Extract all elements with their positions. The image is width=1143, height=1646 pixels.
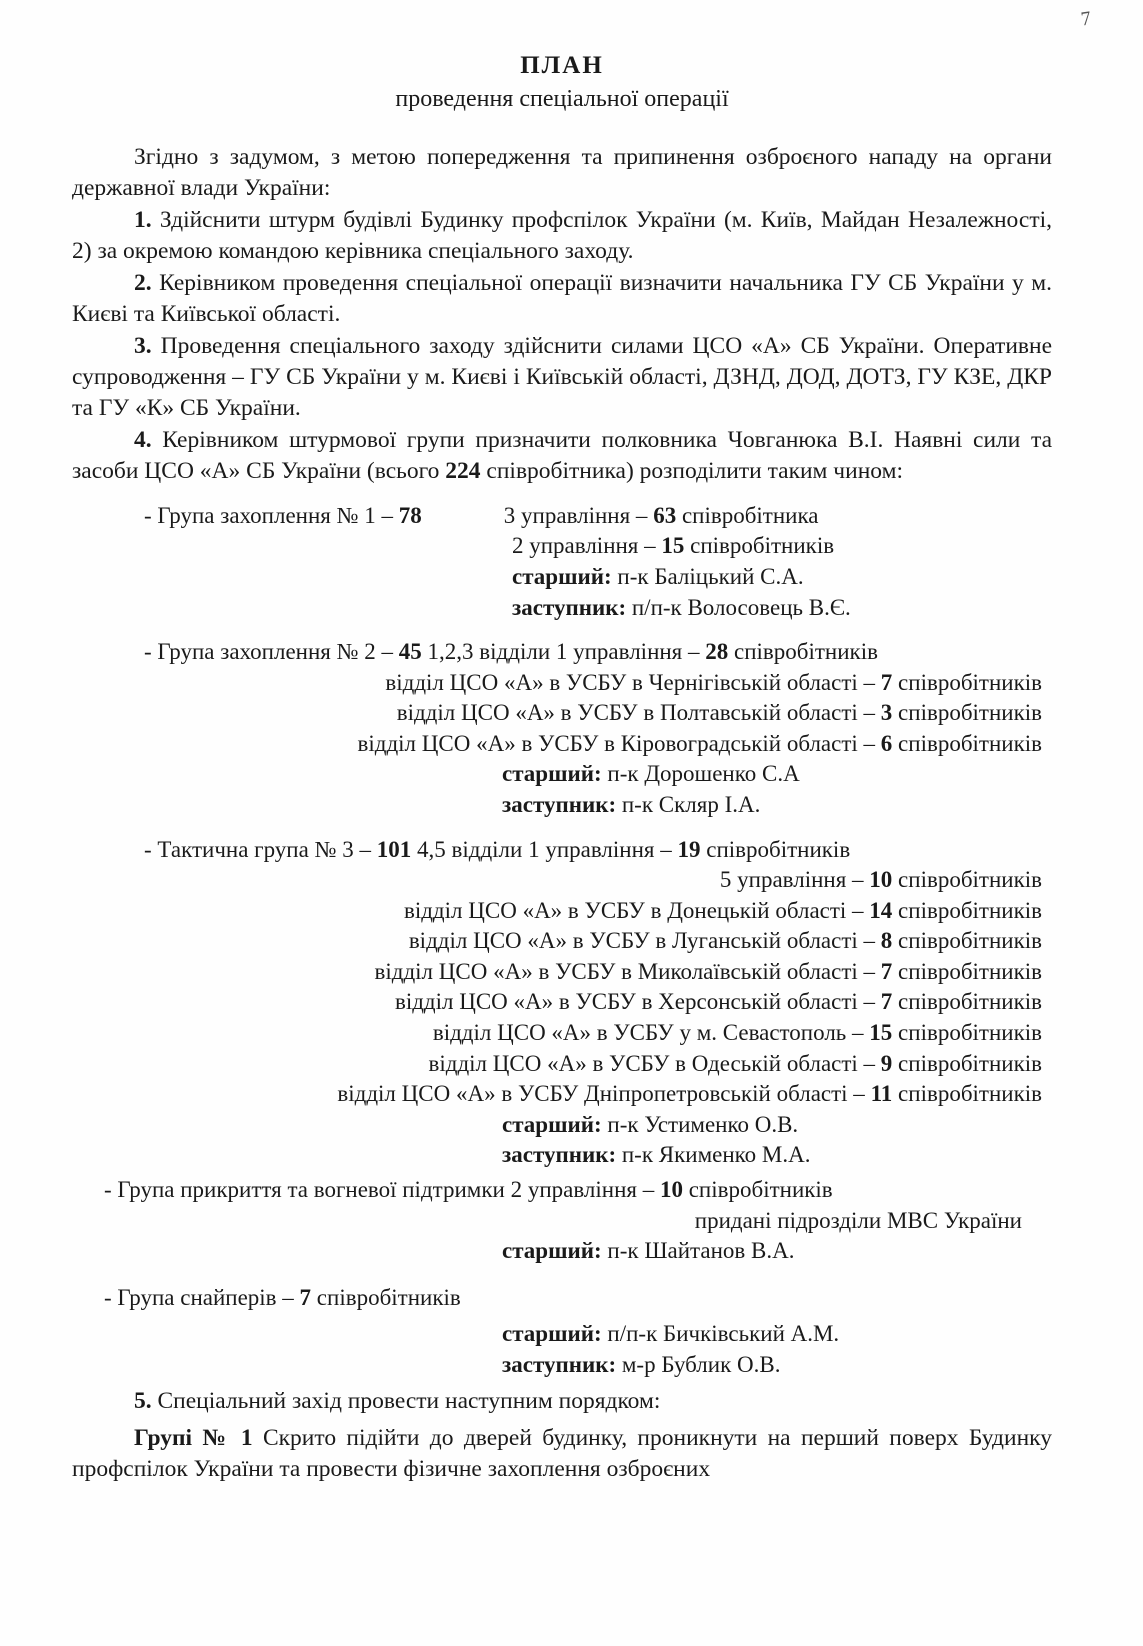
group-1-line-1	[72, 531, 1052, 562]
group-4-tail-pre: 2 управління –	[504, 1176, 660, 1202]
group-2-tail-post: співробітників	[728, 639, 878, 665]
group-4-title: Група прикриття та вогневої підтримки	[111, 1176, 505, 1202]
page-number: 7	[1079, 7, 1093, 31]
group-3-line-4-post: співробітників	[892, 989, 1042, 1015]
group-1-dash: -	[144, 502, 152, 528]
group-5-header	[72, 1283, 1052, 1314]
group-1-chief-value: п-к Баліцький С.А.	[611, 563, 804, 589]
group-3-line-2-pre: відділ ЦСО «А» в УСБУ в Луганській області –	[408, 928, 881, 954]
group-2-chief-value: п-к Дорошенко С.А	[601, 761, 800, 787]
group-3-line-7	[72, 1079, 1052, 1110]
group-2-line-0	[72, 668, 1052, 699]
page-subtitle: проведення спеціальної операції	[395, 86, 729, 113]
page-title: ПЛАН	[520, 52, 604, 79]
group-2-block	[72, 637, 1052, 820]
group-3-line-2-num: 8	[880, 928, 893, 954]
group-1-deputy-value: п/п-к Волосовець В.Є.	[626, 594, 851, 620]
group-2-tail-num: 28	[705, 639, 729, 665]
group-3-chief-label: старший:	[502, 1111, 602, 1137]
group-5-deputy-value: м-р Бублик О.В.	[616, 1351, 781, 1377]
group-2-line-0-num: 7	[880, 669, 893, 695]
group-3-chief	[72, 1110, 1052, 1141]
item-4-text-b: співробітника) розподілити таким чином:	[480, 457, 903, 484]
group-3-line-3-num: 7	[880, 958, 893, 984]
group-2-line-2-num: 6	[880, 730, 893, 756]
item-2-paragraph	[72, 268, 1052, 330]
group-3-line-1-pre: відділ ЦСО «А» в УСБУ в Донецькій області –	[403, 897, 870, 923]
group-1-line-0-pre: 3 управління –	[503, 502, 654, 528]
group-4-block	[72, 1175, 1052, 1267]
document-title-block	[72, 50, 1052, 116]
group-3-deputy-value: п-к Якименко М.А.	[616, 1142, 811, 1168]
group-2-line-1-num: 3	[880, 700, 893, 726]
group-1-block	[72, 501, 1052, 623]
group-3-line-1	[72, 896, 1052, 927]
group-4-dash: -	[104, 1176, 112, 1202]
group-3-count: 101	[376, 836, 412, 862]
group-3-deputy-label: заступник:	[502, 1142, 617, 1168]
group-1-chief	[72, 562, 1052, 593]
group-3-block	[72, 835, 1052, 1171]
group-1-header	[72, 501, 1052, 532]
group-2-tail-pre: 1,2,3 відділи 1 управління –	[421, 639, 706, 665]
group-3-chief-value: п-к Устименко О.В.	[601, 1111, 799, 1137]
group-3-line-2	[72, 926, 1052, 957]
item-3-number: 3.	[134, 332, 152, 359]
document-content	[72, 50, 1052, 1485]
group-3-dash: -	[144, 836, 152, 862]
intro-paragraph: Згідно з задумом, з метою попередження та припинення озброєного нападу на органи державної влади України:	[72, 143, 1052, 201]
group-2-line-1-post: співробітників	[892, 700, 1042, 726]
group-4-chief	[72, 1236, 1052, 1267]
group-3-deputy	[72, 1140, 1052, 1171]
group-3-line-5-num: 15	[869, 1020, 893, 1046]
group-5-chief-value: п/п-к Бичківський А.М.	[601, 1321, 840, 1347]
group-3-line-4-num: 7	[880, 989, 893, 1015]
group-3-line-3	[72, 957, 1052, 988]
group-2-header	[72, 637, 1052, 668]
group-1-line-1-post: співробітників	[684, 533, 835, 559]
group-2-line-2	[72, 729, 1052, 760]
group-1-count: 78	[398, 502, 422, 528]
group-3-tail-pre: 4,5 відділи 1 управління –	[411, 836, 678, 862]
item-4-text-a: Керівником штурмової групи призначити полковника Човганюка В.І. Наявні сили та засоби ЦСО «А» СБ України (всього	[72, 426, 1053, 484]
group-5-chief-label: старший:	[502, 1321, 602, 1347]
item-5-text: Спеціальний захід провести наступним порядком:	[157, 1388, 661, 1415]
group-2-chief	[72, 759, 1052, 790]
group-5-block	[72, 1283, 1052, 1381]
group-3-line-0-pre: 5 управління –	[719, 867, 870, 893]
tail-group-label: Групі № 1	[134, 1425, 253, 1452]
group-3-line-4-pre: відділ ЦСО «А» в УСБУ в Херсонській області –	[394, 989, 881, 1015]
group-1-deputy-label: заступник:	[512, 594, 627, 620]
item-2-number: 2.	[134, 269, 152, 296]
group-3-line-3-post: співробітників	[892, 958, 1042, 984]
group-2-dash: -	[144, 639, 152, 665]
group-2-count: 45	[398, 639, 422, 665]
group-5-deputy-label: заступник:	[502, 1351, 617, 1377]
group-5-count: 7	[299, 1284, 312, 1310]
group-4-line-0-text: придані підрозділи МВС України	[694, 1207, 1022, 1233]
group-3-line-6-post: співробітників	[892, 1050, 1042, 1076]
group-2-line-2-post: співробітників	[892, 730, 1042, 756]
tail-text: Скрито підійти до дверей будинку, проникнути на перший поверх Будинку профспілок України та провести фізичне захоплення озброєних	[72, 1425, 1052, 1483]
group-3-tail-num: 19	[677, 836, 701, 862]
group-3-line-0-num: 10	[869, 867, 893, 893]
item-3-text: Проведення спеціального заходу здійснити силами ЦСО «А» СБ України. Оперативне супроводження – ГУ СБ України у м. Києві і Київській області, ДЗНД, ДОД, ДОТЗ, ГУ КЗЕ, ДКР та ГУ «К» СБ України.	[72, 332, 1052, 421]
item-2-text: Керівником проведення спеціальної операції визначити начальника ГУ СБ України у м. Києві та Київської області.	[72, 269, 1052, 327]
group-3-line-0-post: співробітників	[892, 867, 1042, 893]
group-3-header	[72, 835, 1052, 866]
group-3-line-1-post: співробітників	[892, 897, 1042, 923]
group-3-line-3-pre: відділ ЦСО «А» в УСБУ в Миколаївській області –	[374, 958, 881, 984]
item-1-text: Здійснити штурм будівлі Будинку профспілок України (м. Київ, Майдан Незалежності, 2) за окремою командою керівника спеціального заходу.	[72, 206, 1053, 264]
item-1-number: 1.	[134, 206, 152, 233]
group-2-line-2-pre: відділ ЦСО «А» в УСБУ в Кіровоградській області –	[357, 730, 881, 756]
group-3-line-6-num: 9	[880, 1050, 893, 1076]
item-4-number: 4.	[134, 426, 152, 453]
group-1-line-0-post: співробітника	[676, 502, 819, 528]
group-2-line-0-post: співробітників	[892, 669, 1042, 695]
item-1-paragraph	[72, 205, 1052, 267]
item-3-paragraph	[72, 331, 1052, 424]
group-5-tail-post: співробітників	[311, 1284, 461, 1310]
group-1-title: Група захоплення № 1 –	[157, 502, 399, 528]
group-3-line-7-pre: відділ ЦСО «А» в УСБУ Дніпропетровській області –	[337, 1081, 871, 1107]
group-5-title: Група снайперів –	[111, 1284, 300, 1310]
group-3-line-2-post: співробітників	[892, 928, 1042, 954]
group-2-deputy	[72, 790, 1052, 821]
group-5-deputy	[72, 1350, 1052, 1381]
tail-paragraph	[72, 1423, 1052, 1485]
group-2-title: Група захоплення № 2 –	[157, 639, 399, 665]
group-1-line-1-pre: 2 управління –	[512, 533, 662, 559]
group-3-line-5	[72, 1018, 1052, 1049]
item-4-total-count: 224	[445, 457, 481, 484]
group-2-deputy-value: п-к Скляр І.А.	[616, 792, 761, 818]
group-2-line-1	[72, 698, 1052, 729]
item-4-paragraph	[72, 425, 1052, 487]
item-5-paragraph	[72, 1386, 1052, 1417]
group-5-chief	[72, 1319, 1052, 1350]
group-4-chief-label: старший:	[502, 1238, 602, 1264]
group-5-dash: -	[104, 1284, 112, 1310]
group-2-line-1-pre: відділ ЦСО «А» в УСБУ в Полтавській області –	[396, 700, 881, 726]
group-1-chief-label: старший:	[512, 563, 612, 589]
group-3-line-5-pre: відділ ЦСО «А» в УСБУ у м. Севастополь –	[432, 1020, 870, 1046]
group-2-chief-label: старший:	[502, 761, 602, 787]
group-3-line-1-num: 14	[869, 897, 893, 923]
group-4-tail-num: 10	[659, 1176, 683, 1202]
group-3-tail-post: співробітників	[700, 836, 851, 862]
group-4-chief-value: п-к Шайтанов В.А.	[601, 1238, 795, 1264]
group-3-line-4	[72, 987, 1052, 1018]
group-4-line-0	[72, 1206, 1052, 1237]
group-3-line-5-post: співробітників	[892, 1020, 1042, 1046]
group-4-header	[72, 1175, 1052, 1206]
item-5-number: 5.	[134, 1388, 152, 1415]
group-1-line-0-num: 63	[653, 502, 677, 528]
group-3-line-6-pre: відділ ЦСО «А» в УСБУ в Одеській області –	[428, 1050, 881, 1076]
group-3-line-6	[72, 1049, 1052, 1080]
group-4-tail-post: співробітників	[682, 1176, 833, 1202]
group-1-line-1-num: 15	[661, 533, 685, 559]
group-3-title: Тактична група № 3 –	[157, 836, 377, 862]
group-3-line-7-num: 11	[870, 1081, 893, 1107]
group-2-deputy-label: заступник:	[502, 792, 617, 818]
group-2-line-0-pre: відділ ЦСО «А» в УСБУ в Чернігівській області –	[385, 669, 881, 695]
group-1-deputy	[72, 593, 1052, 624]
group-3-line-7-post: співробітників	[892, 1081, 1042, 1107]
group-3-line-0	[72, 865, 1052, 896]
